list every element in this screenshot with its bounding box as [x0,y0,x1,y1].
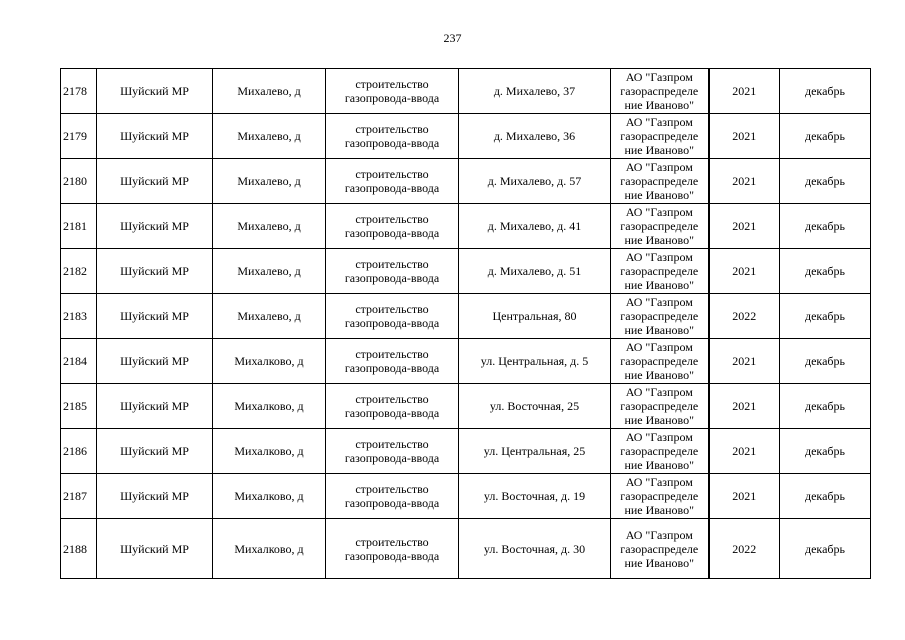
organization-line: ние Иваново" [624,458,695,472]
organization-line: АО "Газпром [625,70,693,84]
table-body [61,69,871,579]
work-type-line: строительство [355,437,429,451]
organization-cell [611,159,709,204]
year-cell: 2022 [709,294,780,339]
district-cell: Шуйский МР [97,204,213,249]
organization-cell [611,249,709,294]
address-cell: д. Михалево, д. 51 [459,249,611,294]
organization-cell [611,519,709,579]
organization-cell [611,474,709,519]
locality-cell: Михалево, д [213,294,326,339]
organization-line: газораспределе [620,219,699,233]
work-type-line: строительство [355,347,429,361]
organization-line: газораспределе [620,399,699,413]
work-type-line: газопровода-ввода [344,361,440,375]
work-type-line: строительство [355,482,429,496]
table-row [61,69,871,114]
year-cell: 2022 [709,519,780,579]
locality-cell: Михалково, д [213,429,326,474]
work-type-cell [326,294,459,339]
locality-cell: Михалево, д [213,69,326,114]
work-type-line: газопровода-ввода [344,271,440,285]
month-cell: декабрь [780,114,871,159]
district-cell: Шуйский МР [97,294,213,339]
organization-line: АО "Газпром [625,115,693,129]
year-cell: 2021 [709,429,780,474]
year-cell: 2021 [709,114,780,159]
district-cell: Шуйский МР [97,249,213,294]
organization-line: газораспределе [620,489,699,503]
organization-line: АО "Газпром [625,430,693,444]
work-type-line: газопровода-ввода [344,451,440,465]
month-cell: декабрь [780,69,871,114]
organization-line: АО "Газпром [625,527,693,542]
year-cell: 2021 [709,249,780,294]
organization-line: газораспределе [620,84,699,98]
organization-cell [611,429,709,474]
organization-line: газораспределе [620,129,699,143]
address-cell: д. Михалево, 36 [459,114,611,159]
table-row [61,474,871,519]
organization-line: ние Иваново" [624,368,695,382]
locality-cell: Михалково, д [213,384,326,429]
organization-line: ние Иваново" [624,143,695,157]
address-cell: Центральная, 80 [459,294,611,339]
work-type-line: строительство [355,534,429,549]
district-cell: Шуйский МР [97,69,213,114]
organization-line: АО "Газпром [625,340,693,354]
month-cell: декабрь [780,159,871,204]
locality-cell: Михалково, д [213,474,326,519]
table-row [61,339,871,384]
work-type-cell [326,519,459,579]
organization-line: газораспределе [620,309,699,323]
work-type-line: газопровода-ввода [344,226,440,240]
work-type-line: строительство [355,77,429,91]
organization-line: газораспределе [620,174,699,188]
organization-line: газораспределе [620,354,699,368]
work-type-cell [326,114,459,159]
organization-line: АО "Газпром [625,205,693,219]
row-number-cell: 2185 [61,384,97,429]
address-cell: д. Михалево, 37 [459,69,611,114]
work-type-cell [326,474,459,519]
organization-cell [611,384,709,429]
row-number-cell: 2178 [61,69,97,114]
organization-line: АО "Газпром [625,475,693,489]
work-type-cell [326,339,459,384]
address-cell: ул. Восточная, д. 19 [459,474,611,519]
address-cell: д. Михалево, д. 41 [459,204,611,249]
row-number-cell: 2188 [61,519,97,579]
organization-cell [611,114,709,159]
organization-cell [611,204,709,249]
work-type-line: газопровода-ввода [344,548,440,563]
month-cell: декабрь [780,339,871,384]
locality-cell: Михалково, д [213,339,326,384]
district-cell: Шуйский МР [97,429,213,474]
work-type-cell [326,429,459,474]
gasification-table [60,68,871,579]
work-type-line: строительство [355,212,429,226]
row-number-cell: 2182 [61,249,97,294]
work-type-line: газопровода-ввода [344,496,440,510]
organization-line: газораспределе [620,444,699,458]
organization-line: ние Иваново" [624,555,695,570]
month-cell: декабрь [780,429,871,474]
table-row [61,384,871,429]
row-number-cell: 2180 [61,159,97,204]
organization-line: ние Иваново" [624,413,695,427]
row-number-cell: 2179 [61,114,97,159]
work-type-line: газопровода-ввода [344,406,440,420]
address-cell: ул. Восточная, д. 30 [459,519,611,579]
district-cell: Шуйский МР [97,519,213,579]
month-cell: декабрь [780,249,871,294]
row-number-cell: 2186 [61,429,97,474]
locality-cell: Михалево, д [213,249,326,294]
month-cell: декабрь [780,519,871,579]
page-number: 237 [443,31,462,45]
locality-cell: Михалково, д [213,519,326,579]
year-cell: 2021 [709,204,780,249]
year-cell: 2021 [709,474,780,519]
row-number-cell: 2181 [61,204,97,249]
work-type-line: строительство [355,302,429,316]
locality-cell: Михалево, д [213,114,326,159]
work-type-cell [326,159,459,204]
table-row [61,249,871,294]
month-cell: декабрь [780,294,871,339]
table-row [61,519,871,579]
organization-line: ние Иваново" [624,188,695,202]
organization-line: газораспределе [620,264,699,278]
month-cell: декабрь [780,204,871,249]
work-type-cell [326,69,459,114]
district-cell: Шуйский МР [97,474,213,519]
month-cell: декабрь [780,474,871,519]
work-type-line: строительство [355,257,429,271]
table-row [61,114,871,159]
table-row [61,159,871,204]
organization-line: АО "Газпром [625,160,693,174]
work-type-line: строительство [355,392,429,406]
table-row [61,294,871,339]
work-type-cell [326,204,459,249]
district-cell: Шуйский МР [97,339,213,384]
row-number-cell: 2183 [61,294,97,339]
organization-line: ние Иваново" [624,233,695,247]
row-number-cell: 2187 [61,474,97,519]
month-cell: декабрь [780,384,871,429]
work-type-cell [326,384,459,429]
work-type-line: строительство [355,122,429,136]
district-cell: Шуйский МР [97,159,213,204]
organization-line: АО "Газпром [625,295,693,309]
year-cell: 2021 [709,69,780,114]
organization-cell [611,339,709,384]
organization-cell [611,294,709,339]
organization-line: АО "Газпром [625,250,693,264]
organization-cell [611,69,709,114]
organization-line: ние Иваново" [624,323,695,337]
organization-line: газораспределе [620,541,699,556]
year-cell: 2021 [709,159,780,204]
work-type-line: газопровода-ввода [344,181,440,195]
address-cell: ул. Центральная, д. 5 [459,339,611,384]
organization-line: ние Иваново" [624,503,695,517]
table-row [61,429,871,474]
work-type-line: газопровода-ввода [344,91,440,105]
work-type-line: газопровода-ввода [344,316,440,330]
district-cell: Шуйский МР [97,114,213,159]
work-type-line: газопровода-ввода [344,136,440,150]
address-cell: д. Михалево, д. 57 [459,159,611,204]
organization-line: АО "Газпром [625,385,693,399]
work-type-cell [326,249,459,294]
year-cell: 2021 [709,384,780,429]
locality-cell: Михалево, д [213,159,326,204]
locality-cell: Михалево, д [213,204,326,249]
address-cell: ул. Восточная, 25 [459,384,611,429]
work-type-line: строительство [355,167,429,181]
row-number-cell: 2184 [61,339,97,384]
address-cell: ул. Центральная, 25 [459,429,611,474]
table-row [61,204,871,249]
district-cell: Шуйский МР [97,384,213,429]
year-cell: 2021 [709,339,780,384]
organization-line: ние Иваново" [624,98,695,112]
organization-line: ние Иваново" [624,278,695,292]
